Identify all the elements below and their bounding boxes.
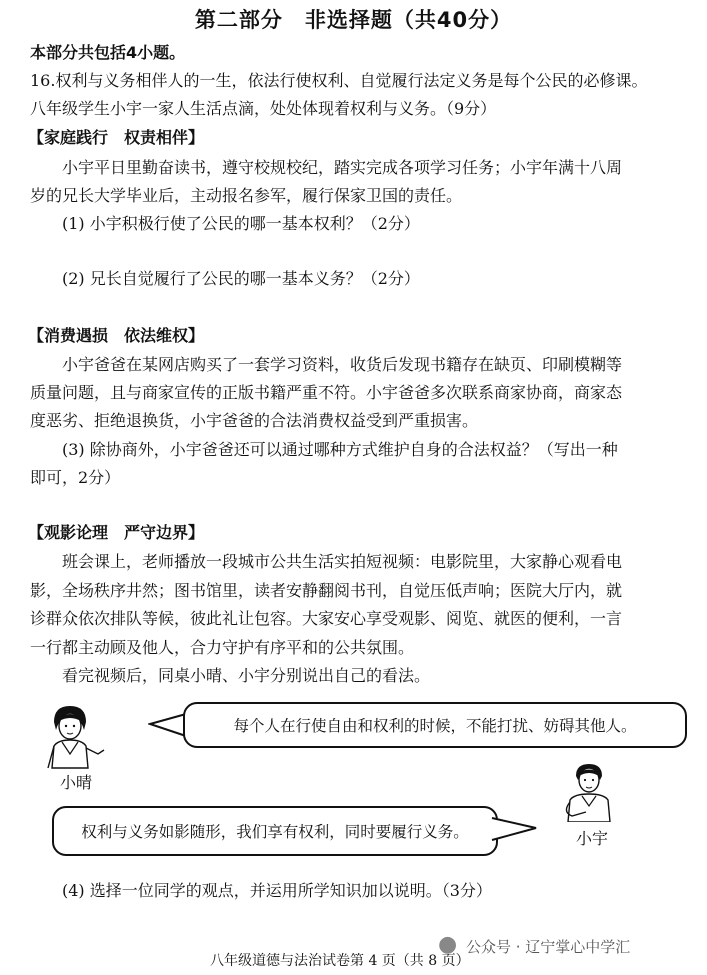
consumer-paragraph-line3: 度恶劣、拒绝退换货，小宇爸爸的合法消费权益受到严重损害。	[30, 411, 479, 430]
xiaoqing-illustration	[40, 702, 110, 770]
speech-bubble-xiaoyu: 权利与义务如影随形，我们享有权利，同时要履行义务。	[52, 806, 498, 856]
page-title: 第二部分 非选择题（共40分）	[194, 8, 513, 32]
family-paragraph-line2: 岁的兄长大学毕业后，主动报名参军，履行保家卫国的责任。	[30, 186, 463, 205]
question-3-line1: (3) 除协商外，小宇爸爸还可以通过哪种方式维护自身的合法权益？（写出一种	[62, 440, 618, 459]
consumer-paragraph-line1: 小宇爸爸在某网店购买了一套学习资料，收货后发现书籍存在缺页、印刷模糊等	[62, 355, 623, 374]
section-heading-movie: 【观影论理 严守边界】	[28, 523, 205, 542]
question-16-stem-line1: 16.权利与义务相伴人的一生，依法行使权利、自觉履行法定义务是每个公民的必修课。	[30, 71, 648, 90]
consumer-paragraph-line2: 质量问题，且与商家宣传的正版书籍严重不符。小宇爸爸多次联系商家协商，商家态	[30, 383, 623, 402]
question-1: (1) 小宇积极行使了公民的哪一基本权利？（2分）	[62, 214, 420, 233]
question-16-stem-line2: 八年级学生小宇一家人生活点滴，处处体现着权利与义务。（9分）	[30, 99, 497, 118]
speech-bubble-xiaoqing: 每个人在行使自由和权利的时候，不能打扰、妨碍其他人。	[183, 702, 687, 748]
movie-paragraph-line3: 诊群众依次排队等候，彼此礼让包容。大家安心享受观影、阅览、就医的便利，一言	[30, 609, 623, 628]
section-heading-consumer: 【消费遇损 依法维权】	[28, 326, 205, 345]
watermark: 公众号 · 辽宁掌心中学汇	[466, 938, 631, 956]
family-paragraph-line1: 小宇平日里勤奋读书，遵守校规校纪，踏实完成各项学习任务；小宇年满十八周	[62, 158, 623, 177]
wechat-icon: ●	[438, 932, 458, 957]
movie-paragraph-line4: 一行都主动顾及他人，合力守护有序平和的公共氛围。	[30, 638, 415, 657]
bubble-1-tail	[148, 710, 188, 740]
question-2: (2) 兄长自觉履行了公民的哪一基本义务？（2分）	[62, 269, 420, 288]
speaker-xiaoqing-label: 小晴	[60, 773, 93, 792]
movie-paragraph-line1: 班会课上，老师播放一段城市公共生活实拍短视频：电影院里，大家静心观看电	[62, 552, 623, 571]
movie-paragraph-line5: 看完视频后，同桌小晴、小宇分别说出自己的看法。	[62, 666, 431, 685]
bubble-2-tail	[490, 814, 538, 844]
xiaoyu-illustration	[556, 760, 622, 822]
section-intro: 本部分共包括4小题。	[30, 43, 186, 62]
movie-paragraph-line2: 影，全场秩序井然；图书馆里，读者安静翻阅书刊，自觉压低声响；医院大厅内，就	[30, 581, 623, 600]
section-heading-family: 【家庭践行 权责相伴】	[28, 128, 205, 147]
page-footer: 八年级道德与法治试卷第 4 页（共 8 页）	[210, 953, 470, 969]
question-4: (4) 选择一位同学的观点，并运用所学知识加以说明。（3分）	[62, 881, 492, 900]
speaker-xiaoyu-label: 小宇	[576, 829, 609, 848]
question-3-line2: 即可，2分）	[30, 468, 121, 487]
